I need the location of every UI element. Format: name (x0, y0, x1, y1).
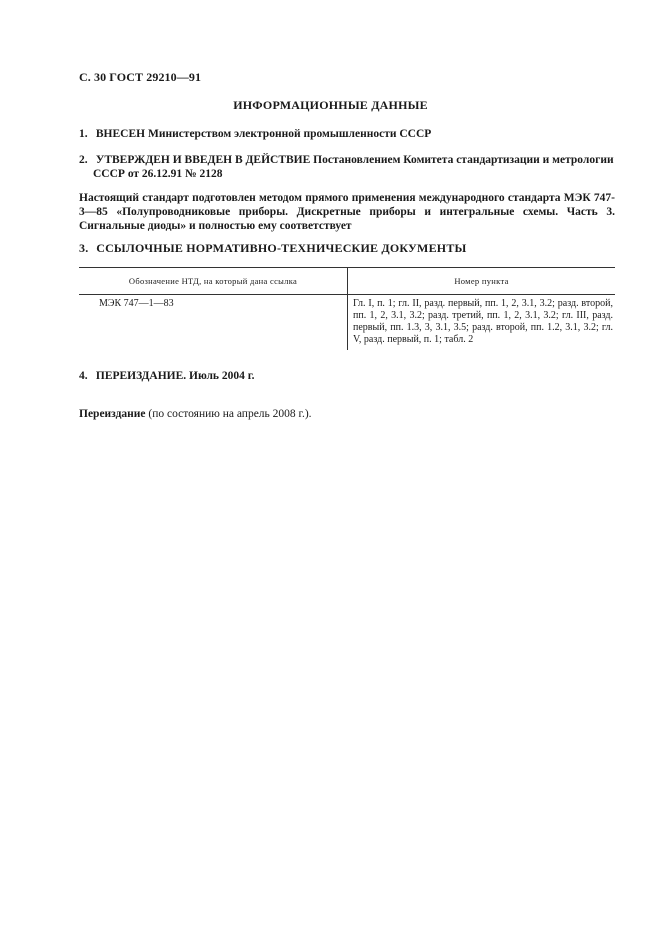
section-1-text: Министерством электронной промышленности СССР (145, 128, 432, 140)
section-4 (79, 369, 615, 383)
section-1-number: 1. (79, 128, 88, 140)
section-1 (79, 127, 615, 141)
section-4-label: ПЕРЕИЗДАНИЕ. Июль 2004 г. (95, 370, 255, 382)
section-2-text-line1: Постановлением Комитета стандартизации и метрологии (310, 154, 614, 166)
section-1-label: ВНЕСЕН (95, 128, 146, 140)
section-2 (79, 153, 615, 181)
page-header: С. 30 ГОСТ 29210—91 (79, 70, 202, 84)
table-cell-document: МЭК 747—1—83 (79, 295, 348, 351)
document-title: ИНФОРМАЦИОННЫЕ ДАННЫЕ (233, 98, 428, 112)
reissue-text: (по состоянию на апрель 2008 г.). (145, 408, 312, 420)
section-3 (79, 241, 615, 255)
reissue-label: Переиздание (79, 408, 146, 420)
references-table (79, 267, 615, 350)
table-header-row (79, 268, 615, 295)
column-header-item-number: Номер пункта (348, 268, 616, 295)
table-row (79, 295, 615, 351)
standard-note-paragraph: Настоящий стандарт подготовлен методом прямого применения международного стандарта МЭК 747-3—85 «Полупроводниковые приборы. Дискретные приборы и интегральные схемы. Часть 3. Сигнальные диоды» и полностью ему соответствует (79, 192, 615, 232)
table-cell-items: Гл. I, п. 1; гл. II, разд. первый, пп. 1, 2, 3.1, 3.2; разд. второй, пп. 1, 2, 3.1, 3.2; разд. третий, пп. 1, 2, 3.1, 3.2; гл. III, разд. первый, пп. 1.3, 3, 3.1, 3.5; разд. второй, пп. 1.2, 3.1, 3.2; гл. V, разд. первый, п. 1; табл. 2 (353, 298, 613, 345)
section-4-number: 4. (79, 370, 88, 382)
section-2-number: 2. (79, 154, 88, 166)
column-header-document: Обозначение НТД, на который дана ссылка (79, 268, 348, 295)
section-2-label: УТВЕРЖДЕН И ВВЕДЕН В ДЕЙСТВИЕ (95, 154, 311, 166)
section-3-label: ССЫЛОЧНЫЕ НОРМАТИВНО-ТЕХНИЧЕСКИЕ ДОКУМЕНТЫ (96, 241, 467, 255)
section-3-number: 3. (79, 241, 89, 255)
section-2-text-line2: СССР от 26.12.91 № 2128 (93, 168, 223, 180)
reissue-note (79, 408, 312, 420)
